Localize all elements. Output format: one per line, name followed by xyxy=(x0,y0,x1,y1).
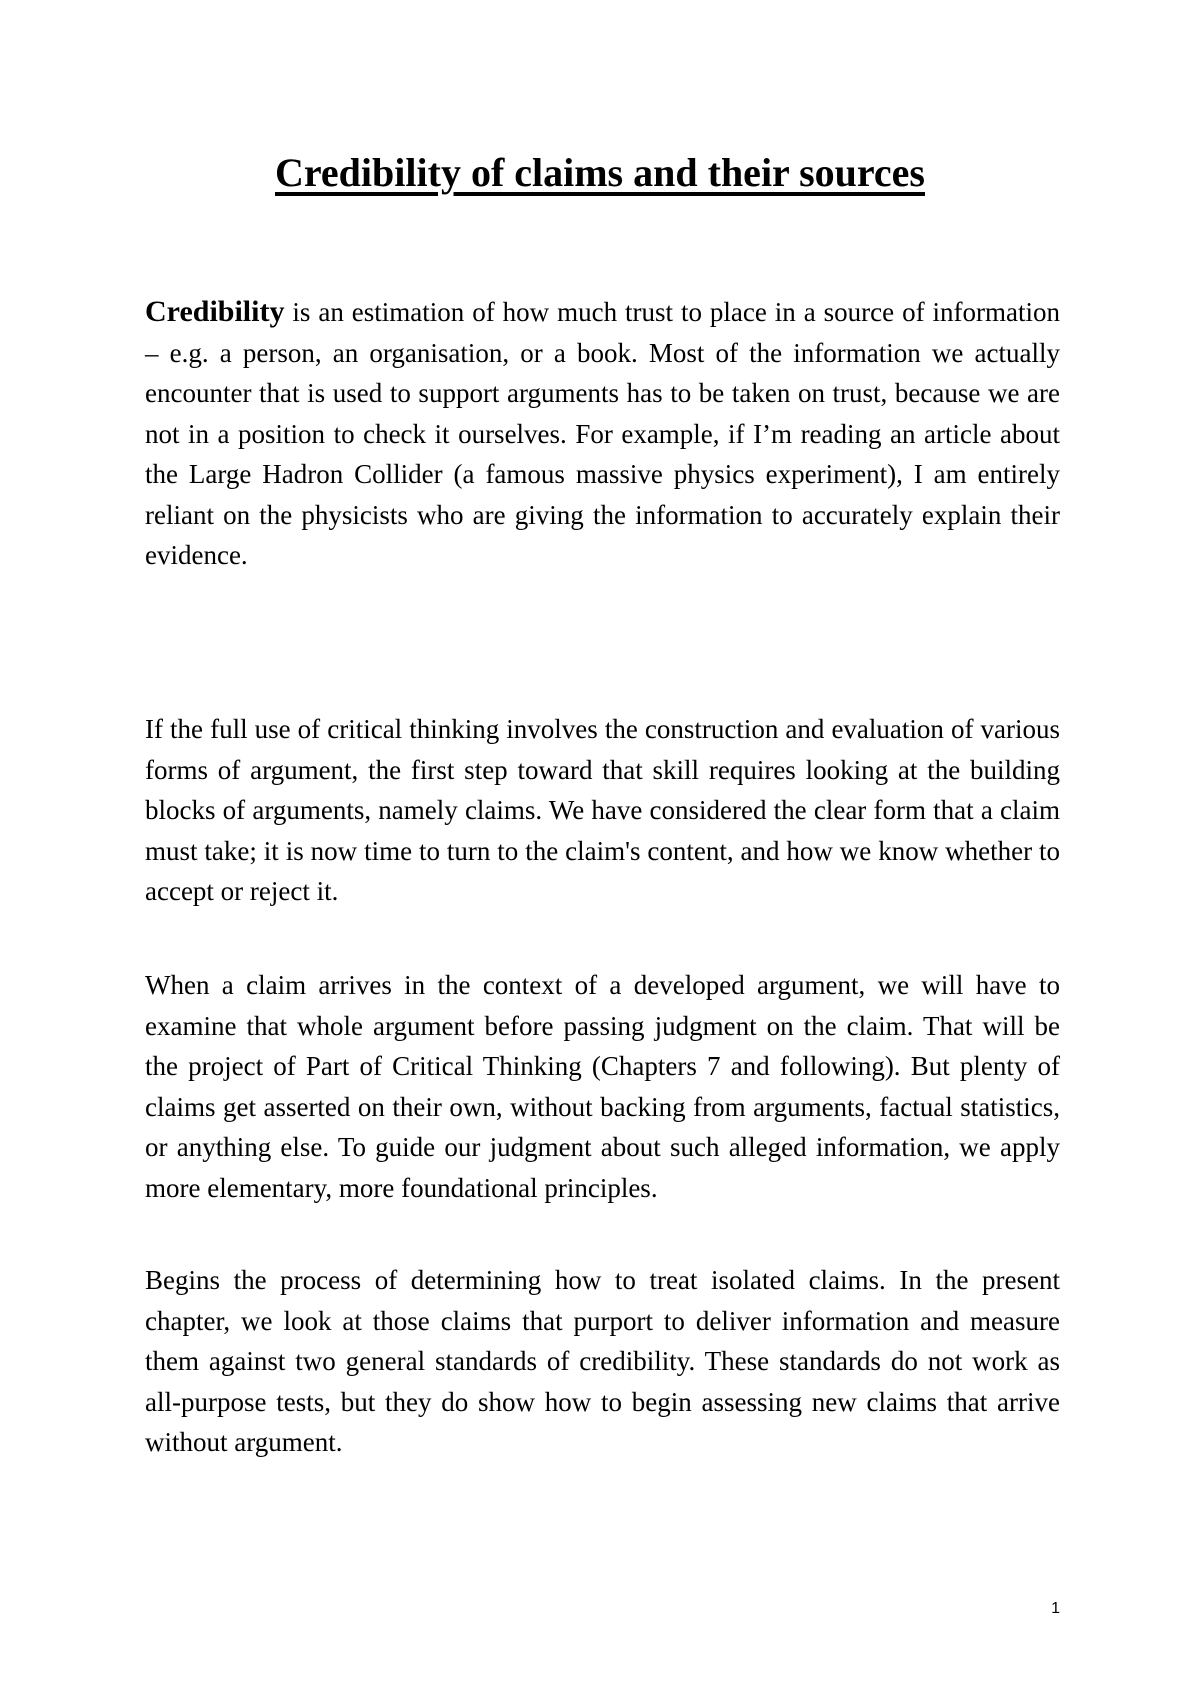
paragraph-credibility-definition xyxy=(145,292,1060,576)
page-title: Credibility of claims and their sources xyxy=(275,150,925,195)
paragraph-text: is an estimation of how much trust to place in a source of information – e.g. a person, an organisation, or a book. Most of the information we actually encounter that is used to support arguments has to be taken on trust, because we are not in a position to check it ourselves. For example, if I’m reading an article about the Large Hadron Collider (a famous massive physics experiment), I am entirely reliant on the physicists who are giving the information to accurately explain their evidence. xyxy=(145,297,1060,570)
paragraph-claim-context: When a claim arrives in the context of a developed argument, we will have to examine that whole argument before passing judgment on the claim. That will be the project of Part of Critical Thinking (Chapters 7 and following). But plenty of claims get asserted on their own, without backing from arguments, factual statistics, or anything else. To guide our judgment about such alleged information, we apply more elementary, more foundational principles. xyxy=(145,970,1060,1203)
page-number: 1 xyxy=(1051,1600,1060,1617)
paragraph-lead-term: Credibility xyxy=(145,295,285,328)
paragraph-isolated-claims: Begins the process of determining how to treat isolated claims. In the present chapter, we look at those claims that purport to deliver information and measure them against two general standards of credibility. These standards do not work as all-purpose tests, but they do show how to begin assessing new claims that arrive without argument. xyxy=(145,1265,1060,1457)
paragraph-critical-thinking: If the full use of critical thinking involves the construction and evaluation of various forms of argument, the first step toward that skill requires looking at the building blocks of arguments, namely claims. We have considered the clear form that a claim must take; it is now time to turn to the claim's content, and how we know whether to accept or reject it. xyxy=(145,714,1060,906)
